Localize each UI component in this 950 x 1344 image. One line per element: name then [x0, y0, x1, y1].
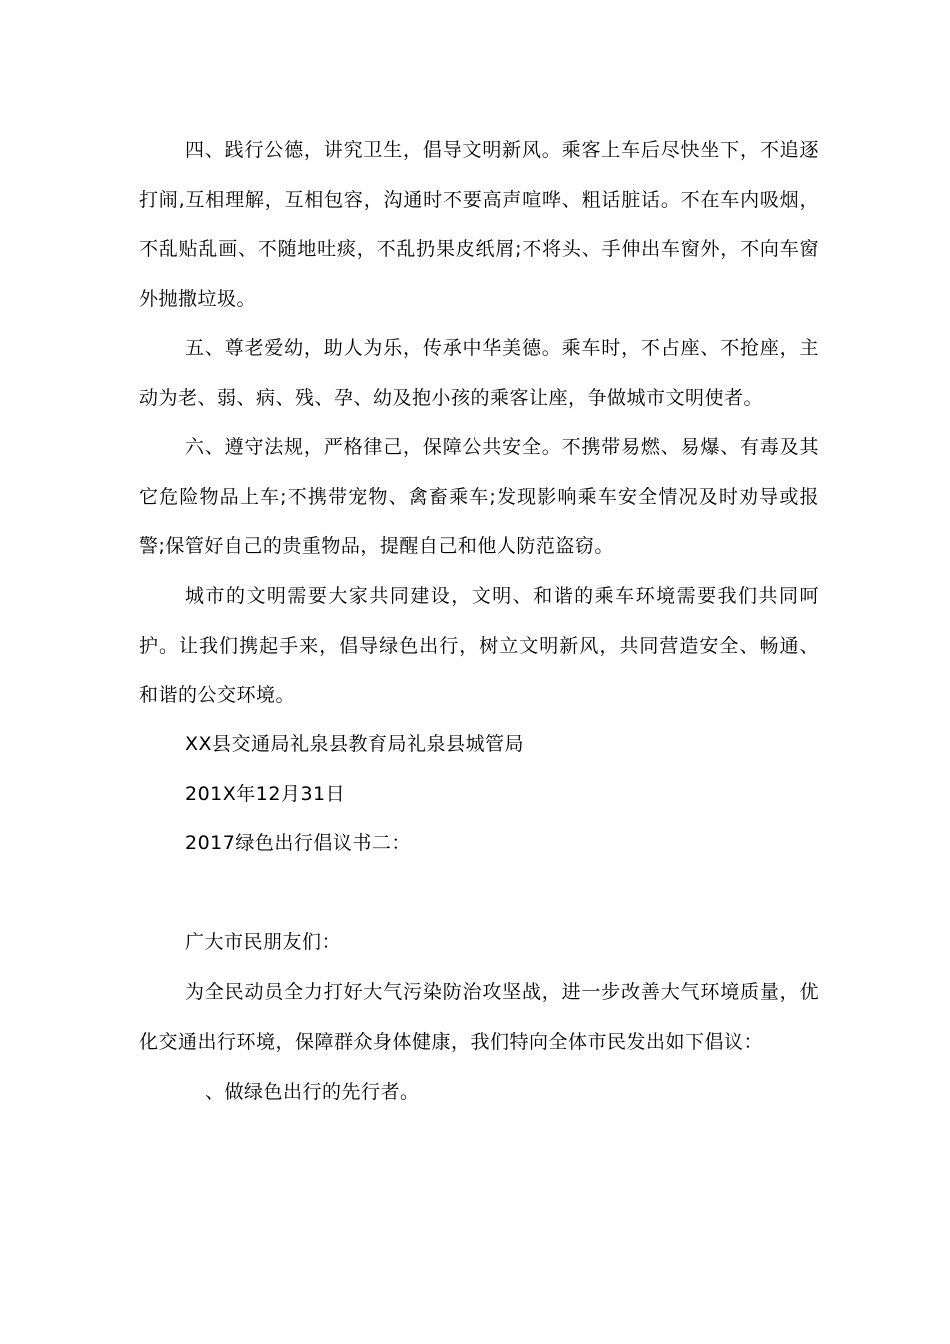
date-line: 201X年12月31日 — [185, 783, 346, 805]
signature-line: XX县交通局礼泉县教育局礼泉县城管局 — [185, 733, 525, 755]
second-proposal-title: 2017绿色出行倡议书二： — [185, 832, 411, 854]
paragraph-item-five: 五、尊老爱幼，助人为乐，传承中华美德。乘车时，不占座、不抢座，主动为老、弱、病、残、孕、幼及抱小孩的乘客让座，争做城市文明使者。 — [139, 337, 819, 409]
paragraph-item-four: 四、践行公德，讲究卫生，倡导文明新风。乘客上车后尽快坐下，不追逐打闹,互相理解，互相包容，沟通时不要高声喧哗、粗话脏话。不在车内吸烟，不乱贴乱画、不随地吐痰，不乱扔果皮纸屑;不将头、手伸出车窗外，不向车窗外抛撒垃圾。 — [139, 139, 819, 310]
paragraph-intro: 为全民动员全力打好大气污染防治攻坚战，进一步改善大气环境质量，优化交通出行环境，保障群众身体健康，我们特向全体市民发出如下倡议： — [139, 981, 819, 1053]
paragraph-closing: 城市的文明需要大家共同建设，文明、和谐的乘车环境需要我们共同呵护。让我们携起手来，倡导绿色出行，树立文明新风，共同营造安全、畅通、和谐的公交环境。 — [139, 585, 819, 706]
list-item-first: 、做绿色出行的先行者。 — [205, 1081, 420, 1103]
paragraph-item-six: 六、遵守法规，严格律己，保障公共安全。不携带易燃、易爆、有毒及其它危险物品上车;不携带宠物、禽畜乘车;发现影响乘车安全情况及时劝导或报警;保管好自己的贵重物品，提醒自己和他人防范盗窃。 — [139, 436, 819, 557]
salutation: 广大市民朋友们： — [185, 931, 342, 953]
